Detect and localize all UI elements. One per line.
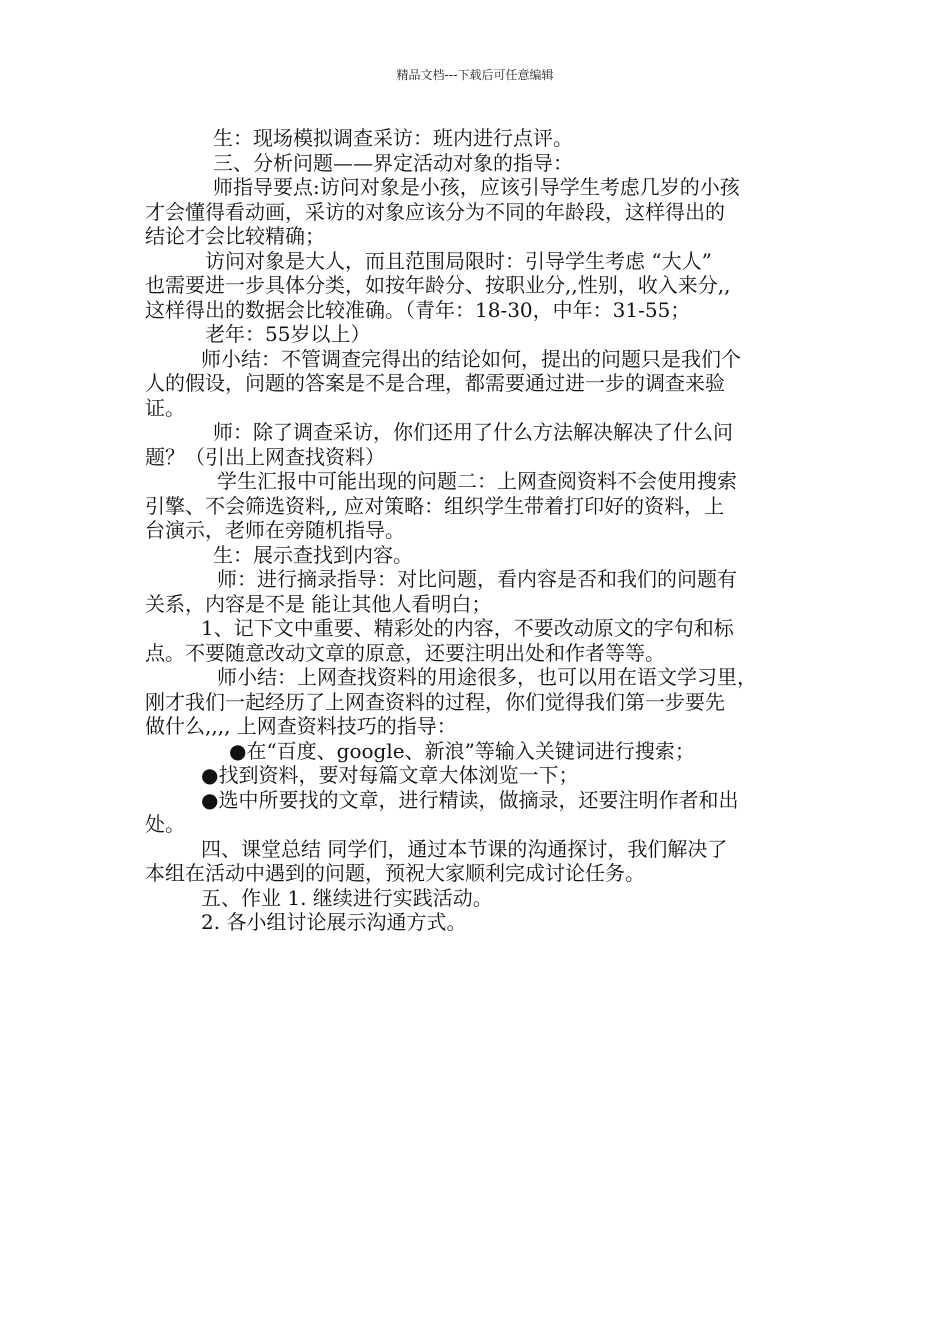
text-line: 刚才我们一起经历了上网查资料的过程，你们觉得我们第一步要先	[145, 689, 725, 714]
text-line: 三、分析问题——界定活动对象的指导：	[213, 150, 573, 175]
text-line: 本组在活动中遇到的问题，预祝大家顺利完成讨论任务。	[145, 861, 645, 885]
text-line: 处。	[145, 812, 185, 836]
text-line: 师：除了调查采访，你们还用了什么方法解决解决了什么问	[213, 420, 733, 444]
text-line: 生：展示查找到内容。	[213, 542, 413, 567]
page-header: 精品文档---下载后可任意编辑	[396, 68, 554, 82]
text-line: 师小结：不管调查完得出的结论如何，提出的问题只是我们个	[201, 346, 741, 371]
text-line: ●在“百度、google、新浪”等输入关键词进行搜索；	[229, 738, 695, 763]
text-line: 才会懂得看动画，采访的对象应该分为不同的年龄段，这样得出的	[145, 199, 725, 224]
text-line: 关系，内容是不是 能让其他人看明白；	[145, 591, 492, 616]
text-line: 也需要进一步具体分类，如按年龄分、按职业分,,性别，收入来分,,	[145, 273, 731, 297]
text-line: 学生汇报中可能出现的问题二：上网查阅资料不会使用搜索	[217, 469, 737, 493]
text-line: 生：现场模拟调查采访：班内进行点评。	[213, 126, 573, 150]
text-line: 2. 各小组讨论展示沟通方式。	[201, 910, 467, 934]
text-line: 点。不要随意改动文章的原意，还要注明出处和作者等等。	[145, 640, 665, 665]
text-line: 师指导要点:访问对象是小孩，应该引导学生考虑几岁的小孩	[213, 175, 740, 199]
text-line: 访问对象是大人，而且范围局限时：引导学生考虑 “大人”	[205, 248, 712, 273]
text-line: 五、作业 1. 继续进行实践活动。	[201, 885, 493, 910]
text-line: 老年：55岁以上）	[205, 322, 371, 346]
document-body	[145, 126, 810, 935]
text-line: ●找到资料，要对每篇文章大体浏览一下；	[201, 763, 579, 787]
text-line: ●选中所要找的文章，进行精读，做摘录，还要注明作者和出	[201, 787, 739, 812]
text-line: 证。	[145, 395, 185, 420]
text-line: 结论才会比较精确；	[145, 224, 325, 248]
text-line: 做什么,,,, 上网查资料技巧的指导：	[145, 714, 457, 738]
text-line: 题？（引出上网查找资料）	[145, 444, 385, 469]
text-line: 1、记下文中重要、精彩处的内容，不要改动原文的字句和标	[201, 616, 734, 640]
text-line: 四、课堂总结 同学们，通过本节课的沟通探讨，我们解决了	[201, 836, 728, 861]
text-line: 师：进行摘录指导：对比问题，看内容是否和我们的问题有	[217, 567, 737, 591]
text-line: 引擎、不会筛选资料,, 应对策略：组织学生带着打印好的资料，上	[145, 493, 725, 518]
text-line: 台演示，老师在旁随机指导。	[145, 518, 405, 542]
text-line: 这样得出的数据会比较准确。（青年：18-30，中年：31-55；	[145, 297, 691, 322]
text-line: 人的假设，问题的答案是不是合理，都需要通过进一步的调查来验	[145, 371, 725, 395]
text-line: 师小结：上网查找资料的用途很多，也可以用在语文学习里，	[217, 665, 757, 689]
